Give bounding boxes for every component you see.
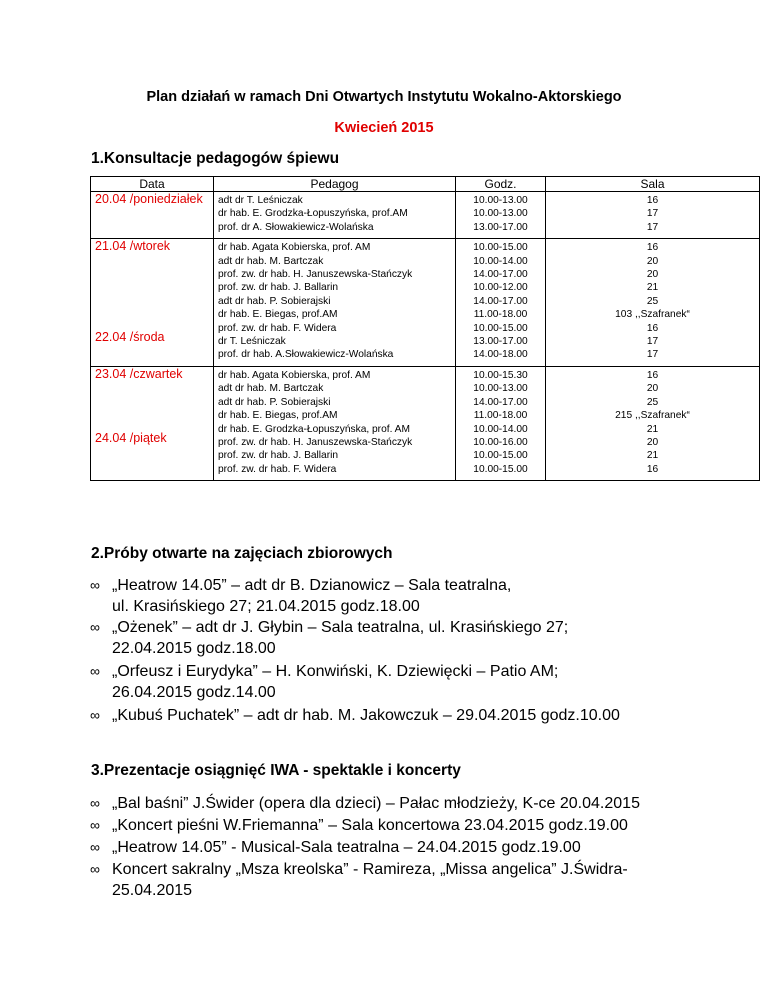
list-item-text: „Ożenek” – adt dr J. Głybin – Sala teatralna, ul. Krasińskiego 27; xyxy=(112,619,569,636)
pedagogue-entry: dr T. Leśniczak xyxy=(218,336,286,348)
list-item-text: 22.04.2015 godz.18.00 xyxy=(112,640,276,657)
room-cell xyxy=(546,239,760,367)
room-entry: 20 xyxy=(646,269,659,281)
section1-heading: 1.Konsultacje pedagogów śpiewu xyxy=(91,150,340,167)
pedagogue-cell xyxy=(214,366,456,480)
list-item xyxy=(90,793,640,814)
time-entry: 14.00-17.00 xyxy=(473,295,528,307)
infinity-bullet-icon: ∞ xyxy=(90,663,100,679)
room-entry: 17 xyxy=(646,349,659,361)
time-entry: 13.00-17.00 xyxy=(473,221,528,233)
date-cell xyxy=(91,239,214,367)
time-entry: 14.00-17.00 xyxy=(473,269,528,281)
header-pedagogue: Pedagog xyxy=(214,177,456,192)
table-row xyxy=(91,366,760,480)
time-cell xyxy=(456,239,546,367)
pedagogue-entry: dr hab. E. Grodzka-Łopuszyńska, prof.AM xyxy=(218,208,408,220)
time-entry: 10.00-13.00 xyxy=(473,208,528,220)
list-item xyxy=(90,815,628,836)
pedagogue-entry: adt dr hab. M. Bartczak xyxy=(218,255,324,267)
time-entry: 14.00-18.00 xyxy=(473,349,528,361)
room-entry: 25 xyxy=(646,295,659,307)
pedagogue-cell xyxy=(214,239,456,367)
page-subtitle: Kwiecień 2015 xyxy=(334,120,434,136)
pedagogue-entry: adt dr hab. P. Sobierajski xyxy=(218,295,331,307)
time-cell xyxy=(456,192,546,239)
infinity-bullet-icon: ∞ xyxy=(90,707,100,723)
room-entry: 16 xyxy=(646,195,659,206)
date-cell xyxy=(91,192,214,239)
time-entry: 10.00-16.00 xyxy=(473,436,528,448)
pedagogue-entry: adt dr hab. M. Bartczak xyxy=(218,383,324,395)
infinity-bullet-icon: ∞ xyxy=(90,795,100,811)
date-label: 23.04 /czwartek xyxy=(95,366,183,381)
infinity-bullet-icon: ∞ xyxy=(90,839,100,855)
list-item xyxy=(90,705,620,726)
room-entry: 17 xyxy=(646,221,659,233)
room-cell xyxy=(546,192,760,239)
date-cell xyxy=(91,366,214,480)
pedagogue-entry: prof. zw. dr hab. H. Januszewska-Stańczyk xyxy=(218,269,413,281)
header-date: Data xyxy=(91,177,214,192)
list-item-text: ul. Krasińskiego 27; 21.04.2015 godz.18.00 xyxy=(112,598,420,615)
date-label: 20.04 /poniedziałek xyxy=(95,192,203,206)
time-entry: 10.00-15.30 xyxy=(473,369,528,381)
pedagogue-entry: prof. zw. dr hab. J. Ballarin xyxy=(218,282,339,294)
pedagogue-entry: adt dr hab. P. Sobierajski xyxy=(218,396,331,408)
room-entry: 16 xyxy=(646,463,659,475)
page-title: Plan działań w ramach Dni Otwartych Instytutu Wokalno-Aktorskiego xyxy=(146,89,622,105)
room-entry: 21 xyxy=(646,423,659,435)
list-item-text: „Heatrow 14.05” - Musical-Sala teatralna – 24.04.2015 godz.19.00 xyxy=(112,839,581,856)
pedagogue-entry: prof. zw. dr hab. F. Widera xyxy=(218,322,337,334)
list-item-text: 26.04.2015 godz.14.00 xyxy=(112,684,276,701)
infinity-bullet-icon: ∞ xyxy=(90,577,100,593)
room-entry: 16 xyxy=(646,242,659,254)
date-label: 24.04 /piątek xyxy=(95,430,167,445)
room-entry: 16 xyxy=(646,322,659,334)
time-entry: 10.00-13.00 xyxy=(473,383,528,395)
pedagogue-cell xyxy=(214,192,456,239)
list-item-text: 25.04.2015 xyxy=(112,882,193,899)
time-entry: 10.00-12.00 xyxy=(473,282,528,294)
room-entry: 21 xyxy=(646,450,659,462)
table-row xyxy=(91,239,760,367)
pedagogue-entry: dr hab. E. Biegas, prof.AM xyxy=(218,410,338,422)
pedagogue-entry: dr hab. E. Grodzka-Łopuszyńska, prof. AM xyxy=(218,423,410,435)
room-entry: 21 xyxy=(646,282,659,294)
pedagogue-entry: dr hab. Agata Kobierska, prof. AM xyxy=(218,242,371,254)
list-item-text: „Bal baśni” J.Świder (opera dla dzieci) – Pałac młodzieży, K-ce 20.04.2015 xyxy=(112,795,640,812)
time-entry: 10.00-15.00 xyxy=(473,242,528,254)
pedagogue-entry: prof. zw. dr hab. J. Ballarin xyxy=(218,450,339,462)
pedagogue-entry: prof. dr hab. A.Słowakiewicz-Wolańska xyxy=(218,349,394,361)
list-item xyxy=(90,837,581,858)
time-entry: 10.00-14.00 xyxy=(473,423,528,435)
room-entry: 20 xyxy=(646,383,659,395)
list-item xyxy=(90,575,512,617)
table-row xyxy=(91,192,760,239)
time-entry: 10.00-14.00 xyxy=(473,255,528,267)
list-item-text: „Koncert pieśni W.Friemanna” – Sala koncertowa 23.04.2015 godz.19.00 xyxy=(112,817,628,834)
room-entry: 17 xyxy=(646,336,659,348)
time-entry: 10.00-15.00 xyxy=(473,322,528,334)
pedagogue-entry: prof. zw. dr hab. H. Januszewska-Stańczyk xyxy=(218,436,413,448)
section2-heading: 2.Próby otwarte na zajęciach zbiorowych xyxy=(91,545,393,562)
list-item xyxy=(90,661,559,703)
date-label: 22.04 /środa xyxy=(95,330,165,345)
room-entry: 25 xyxy=(646,396,659,408)
room-entry: 16 xyxy=(646,369,659,381)
list-item-text: „Heatrow 14.05” – adt dr B. Dzianowicz – Sala teatralna, xyxy=(112,577,512,594)
time-entry: 10.00-13.00 xyxy=(473,195,528,206)
table-header-row xyxy=(91,177,760,192)
pedagogue-entry: dr hab. E. Biegas, prof.AM xyxy=(218,309,338,321)
pedagogue-entry: prof. zw. dr hab. F. Widera xyxy=(218,463,337,475)
pedagogue-entry: prof. dr A. Słowakiewicz-Wolańska xyxy=(218,221,374,233)
list-item-text: „Orfeusz i Eurydyka” – H. Konwiński, K. Dziewięcki – Patio AM; xyxy=(112,663,559,680)
time-cell xyxy=(456,366,546,480)
time-entry: 10.00-15.00 xyxy=(473,450,528,462)
time-entry: 10.00-15.00 xyxy=(473,463,528,475)
infinity-bullet-icon: ∞ xyxy=(90,619,100,635)
header-room: Sala xyxy=(546,177,760,192)
consultation-table xyxy=(90,176,760,481)
time-entry: 11.00-18.00 xyxy=(473,309,528,321)
room-entry: 20 xyxy=(646,255,659,267)
room-entry: 17 xyxy=(646,208,659,220)
list-item xyxy=(90,617,569,659)
header-time: Godz. xyxy=(456,177,546,192)
time-entry: 14.00-17.00 xyxy=(473,396,528,408)
pedagogue-entry: adt dr T. Leśniczak xyxy=(218,195,303,206)
date-label: 21.04 /wtorek xyxy=(95,239,171,254)
room-entry: 20 xyxy=(646,436,659,448)
pedagogue-entry: dr hab. Agata Kobierska, prof. AM xyxy=(218,369,371,381)
section3-heading: 3.Prezentacje osiągnięć IWA - spektakle i koncerty xyxy=(91,762,461,779)
list-item-text: „Kubuś Puchatek” – adt dr hab. M. Jakowczuk – 29.04.2015 godz.10.00 xyxy=(112,707,620,724)
infinity-bullet-icon: ∞ xyxy=(90,861,100,877)
infinity-bullet-icon: ∞ xyxy=(90,817,100,833)
room-entry: 103 ,,Szafranek“ xyxy=(615,309,690,321)
list-item-text: Koncert sakralny „Msza kreolska” - Ramireza, „Missa angelica” J.Świdra- xyxy=(112,861,628,878)
time-entry: 11.00-18.00 xyxy=(473,410,528,422)
list-item xyxy=(90,859,628,901)
room-cell xyxy=(546,366,760,480)
room-entry: 215 ,,Szafranek“ xyxy=(615,410,690,422)
time-entry: 13.00-17.00 xyxy=(473,336,528,348)
